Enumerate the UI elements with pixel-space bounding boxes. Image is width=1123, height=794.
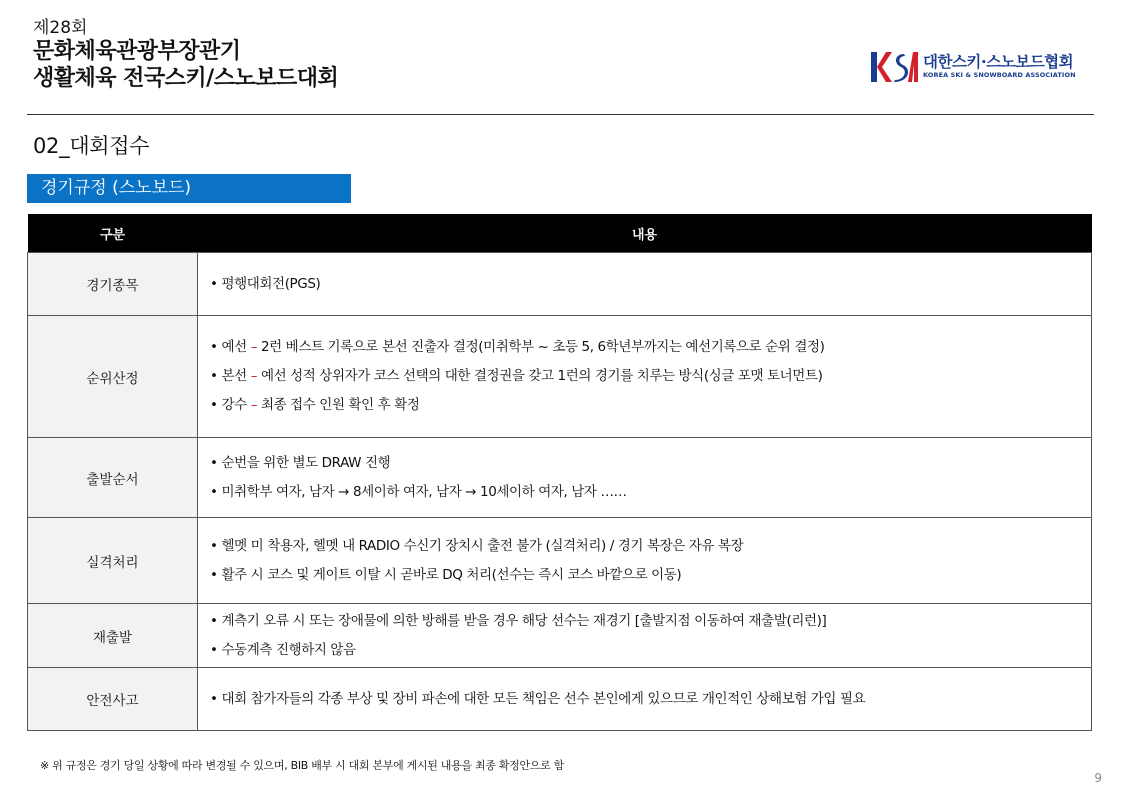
row-content [198,316,1092,438]
list-item: • 미취학부 여자, 남자 → 8세이하 여자, 남자 → 10세이하 여자, 남자 …… [210,483,627,500]
row-content [198,604,1092,668]
table-row [28,518,1092,604]
event-edition: 제28회 [33,18,88,38]
event-title-line1: 문화체육관광부장관기 [33,39,241,64]
org-name-korean: 대한스키·스노보드협회 [923,53,1074,71]
page-number: 9 [1094,771,1102,785]
rules-table [27,214,1092,731]
org-name-english: KOREA SKI & SNOWBOARD ASSOCIATION [923,71,1076,79]
list-item: • 순번을 위한 별도 DRAW 진행 [210,454,391,471]
ksa-logo-mark-icon [871,50,919,84]
row-category: 재출발 [28,604,198,668]
table-header-row [28,214,1092,253]
table-row [28,316,1092,438]
table-row [28,253,1092,316]
table-row [28,604,1092,668]
row-category: 안전사고 [28,668,198,731]
list-item: • 평행대회전(PGS) [210,275,321,292]
table-row [28,668,1092,731]
table-row [28,438,1092,518]
footnote: ※ 위 규정은 경기 당일 상황에 따라 변경될 수 있으며, BIB 배부 시 대회 본부에 게시된 내용을 최종 확정안으로 함 [40,759,564,772]
section-subtitle-label: 경기규정 (스노보드) [27,174,351,203]
header-content: 내용 [198,214,1092,253]
row-content [198,438,1092,518]
event-title-block [33,18,338,92]
list-item: • 대회 참가자들의 각종 부상 및 장비 파손에 대한 모든 책임은 선수 본인에게 있으므로 개인적인 상해보험 가입 필요 [210,690,866,707]
event-title-line2: 생활체육 전국스키/스노보드대회 [33,66,339,91]
row-content [198,518,1092,604]
row-content [198,253,1092,316]
list-item: • 계측기 오류 시 또는 장애물에 의한 방해를 받을 경우 해당 선수는 재경기 [출발지점 이동하여 재출발(리런)] [210,612,827,629]
row-category: 경기종목 [28,253,198,316]
row-content [198,668,1092,731]
row-category: 순위산정 [28,316,198,438]
row-category: 출발순서 [28,438,198,518]
list-item: • 수동계측 진행하지 않음 [210,641,356,658]
header-divider [27,114,1094,115]
list-item: • 본선 – 예선 성적 상위자가 코스 선택의 대한 결정권을 갖고 1런의 경기를 치루는 방식(싱글 포맷 토너먼트) [210,368,823,384]
list-item: • 헬멧 미 착용자, 헬멧 내 RADIO 수신기 장치시 출전 불가 (실격처리) / 경기 복장은 자유 복장 [210,537,744,554]
header-category: 구분 [28,214,198,253]
ksa-logo [871,50,1081,84]
list-item: • 활주 시 코스 및 게이트 이탈 시 곧바로 DQ 처리(선수는 즉시 코스 바깥으로 이동) [210,566,682,583]
row-category: 실격처리 [28,518,198,604]
section-title: 02_대회접수 [33,134,150,158]
list-item: • 강수 – 최종 접수 인원 확인 후 확정 [210,397,420,413]
list-item: • 예선 – 2런 베스트 기록으로 본선 진출자 결정(미취학부 ~ 초등 5, 6학년부까지는 예선기록으로 순위 결정) [210,339,825,355]
